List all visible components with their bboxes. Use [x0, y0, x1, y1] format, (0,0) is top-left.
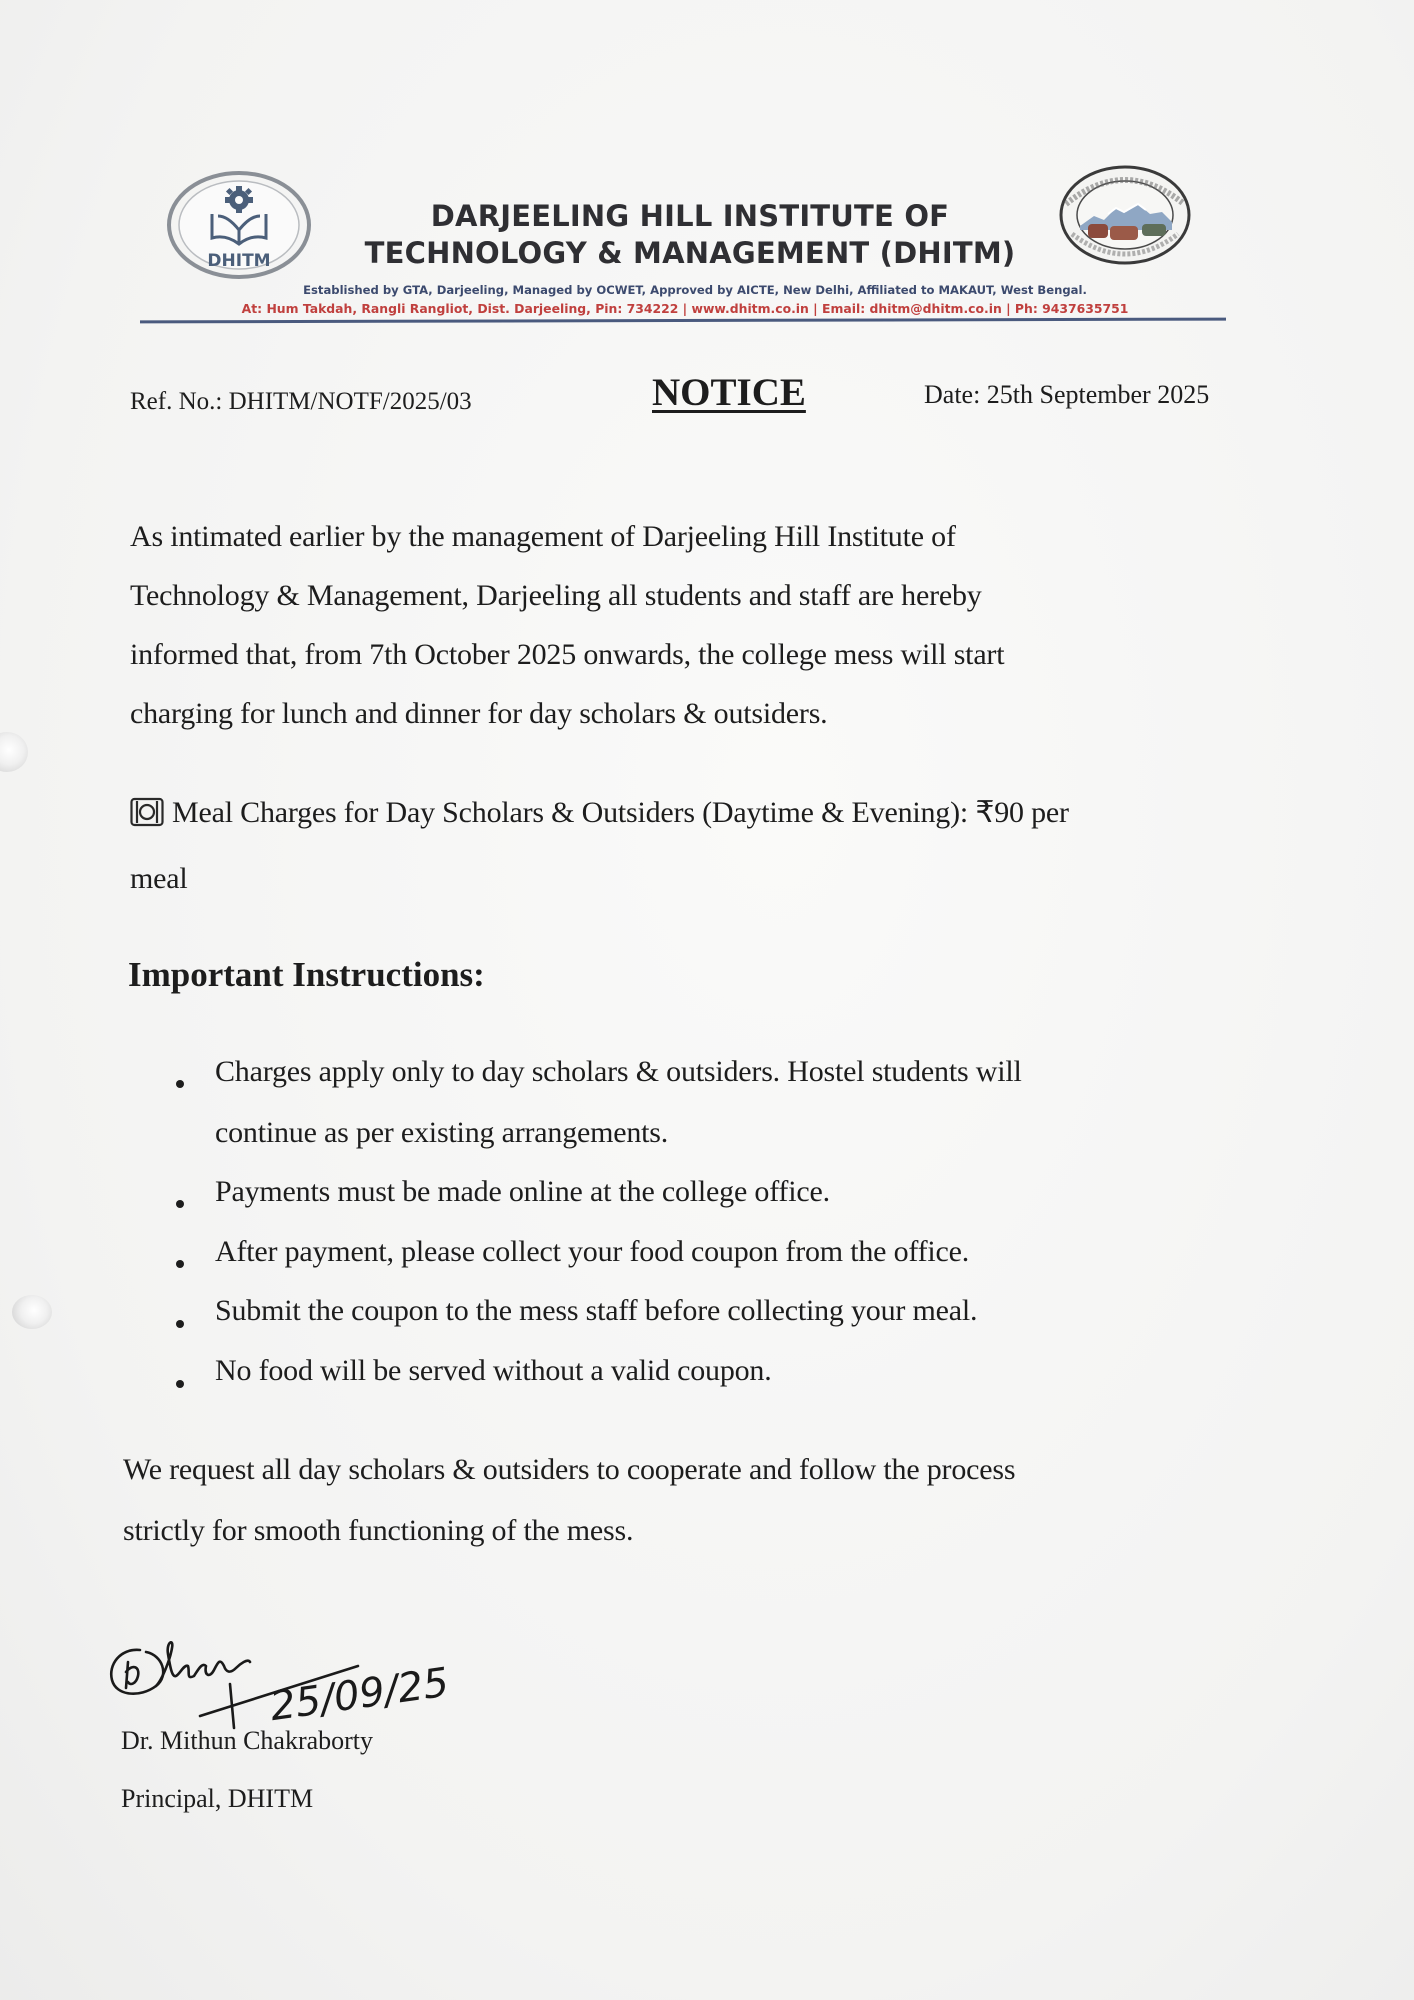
institute-name-line1: DARJEELING HILL INSTITUTE OF: [430, 199, 950, 233]
plate-with-cutlery-icon: [130, 797, 164, 827]
signatory-name: Dr. Mithun Chakraborty: [121, 1726, 374, 1755]
intro-line: Technology & Management, Darjeeling all students and staff are hereby: [130, 579, 982, 612]
establishment-info: Established by GTA, Darjeeling, Managed by OCWET, Approved by AICTE, New Delhi, Affiliated to MAKAUT, West Bengal.: [303, 283, 1087, 297]
punch-hole-top: [0, 732, 28, 772]
contact-address: At: Hum Takdah, Rangli Rangliot, Dist. Darjeeling, Pin: 734222 | www.dhitm.co.in | Email: dhitm@dhitm.co.in | Ph: 9437635751: [241, 301, 1129, 316]
header-divider: [140, 318, 1226, 324]
reference-number: Ref. No.: DHITM/NOTF/2025/03: [130, 388, 472, 415]
instruction-item: Charges apply only to day scholars & outsiders. Hostel students will: [215, 1055, 1022, 1088]
instruction-item: No food will be served without a valid coupon.: [215, 1354, 772, 1387]
instruction-item: Payments must be made online at the college office.: [215, 1175, 830, 1208]
bullet-icon: [176, 1200, 184, 1208]
closing-line: strictly for smooth functioning of the mess.: [123, 1514, 634, 1547]
meal-charges-continuation: meal: [130, 862, 188, 895]
bullet-icon: [176, 1380, 184, 1388]
signatory-role: Principal, DHITM: [121, 1784, 314, 1813]
closing-line: We request all day scholars & outsiders to cooperate and follow the process: [123, 1453, 1016, 1486]
instruction-item: Submit the coupon to the mess staff before collecting your meal.: [215, 1294, 978, 1327]
intro-line: As intimated earlier by the management of Darjeeling Hill Institute of: [130, 520, 956, 553]
meal-charges-text: Meal Charges for Day Scholars & Outsiders (Daytime & Evening): ₹90 per: [172, 796, 1069, 829]
intro-line: informed that, from 7th October 2025 onwards, the college mess will start: [130, 638, 1005, 671]
svg-text:25/09/25: 25/09/25: [267, 1659, 452, 1730]
intro-line: charging for lunch and dinner for day scholars & outsiders.: [130, 697, 828, 730]
meal-charges-line: [130, 795, 1069, 830]
punch-hole-bottom: [12, 1295, 52, 1329]
instruction-item: After payment, please collect your food coupon from the office.: [215, 1235, 970, 1268]
bullet-icon: [176, 1320, 184, 1328]
notice-heading: NOTICE: [652, 371, 806, 414]
handwritten-signature: [100, 1620, 490, 1730]
svg-text:DHITM: DHITM: [207, 251, 271, 271]
instructions-heading: Important Instructions:: [128, 955, 485, 994]
notice-date: Date: 25th September 2025: [924, 380, 1210, 409]
bullet-icon: [176, 1080, 184, 1088]
bullet-icon: [176, 1260, 184, 1268]
gta-emblem-logo: [1058, 164, 1192, 266]
instruction-item-continuation: continue as per existing arrangements.: [215, 1116, 669, 1149]
institute-name-line2: TECHNOLOGY & MANAGEMENT (DHITM): [364, 236, 1016, 270]
dhitm-logo: [166, 170, 312, 280]
